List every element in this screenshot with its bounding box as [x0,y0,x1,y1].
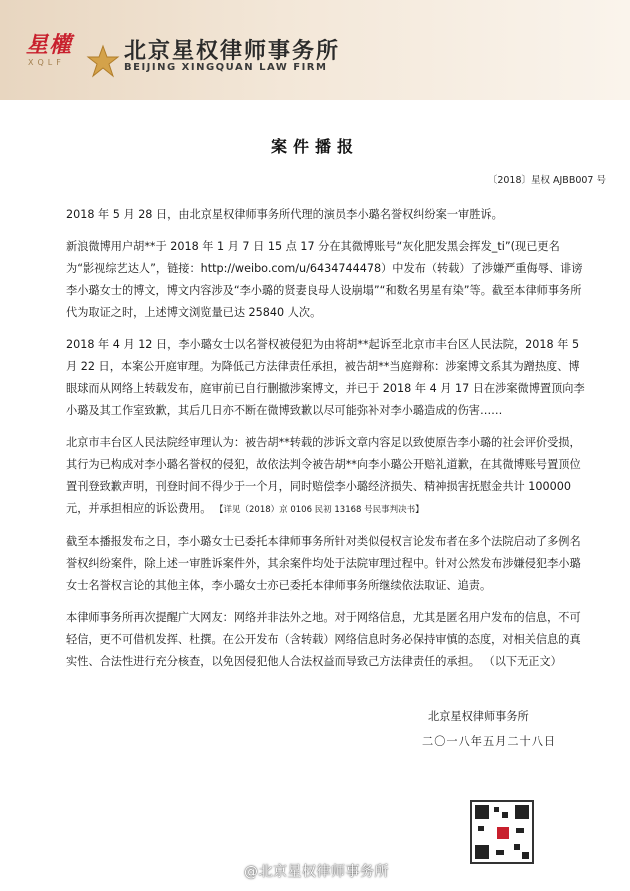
logo-subtext: XQLF [28,58,65,67]
weibo-icon [224,863,242,879]
firm-logo [22,28,122,74]
paragraph-4: 北京市丰台区人民法院经审理认为：被告胡**转载的涉诉文章内容足以致使原告李小璐的社会评价受损，其行为已构成对李小璐名誉权的侵犯，故依法判令被告胡**向李小璐公开赔礼道歉，在其微博账号置顶位置刊登致歉声明，刊登时间不得少于一个月，同时赔偿李小璐经济损失、精神损害抚慰金共计 100000 元，并承担相应的诉讼费用。 【详见（2018）京 0106 民初 13168 号民事判决书】 [66,436,581,515]
paragraph-1: 2018 年 5 月 28 日，由北京星权律师事务所代理的演员李小璐名誉权纠纷案一审胜诉。 [66,208,503,221]
qr-code [470,800,534,864]
firm-name-cn: 北京星权律师事务所 [124,39,341,64]
paragraph-2: 新浪微博用户胡**于 2018 年 1 月 7 日 15 点 17 分在其微博账号“灰化肥发黑会挥发_ti”(现已更名为“影视综艺达人”，链接：http://weibo.com/u/6434744478）中发布（转载）了涉嫌严重侮辱、诽谤李小璐女士的博文，博文内容涉及“李小璐的贤妻良母人设崩塌”“和数名男星有染”等。截至本律师事务所代为取证之时，上述博文浏览量已达 25840 人次。 [66,240,583,319]
logo-text: 星權 [26,33,73,58]
qr-logo [496,826,510,840]
star-icon [86,44,120,78]
signature-firm: 北京星权律师事务所 [428,710,529,723]
signature-date: 二〇一八年五月二十八日 [422,735,557,748]
end-note: （以下无正文） [483,655,562,668]
paragraph-3: 2018 年 4 月 12 日，李小璐女士以名誉权被侵犯为由将胡**起诉至北京市丰台区人民法院，2018 年 5 月 22 日，本案公开庭审理。为降低己方法律责任承担，被告胡**当庭辩称：涉案博文系其为蹭热度、博眼球而从网络上转载发布，庭审前已自行删撤涉案博文，并已于 2018 年 4 月 17 日在涉案微博置顶向李小璐及其工作室致歉，其后几日亦不断在微博致歉以尽可能弥补对李小璐造成的伤害…… [66,338,585,417]
document-title: 案件播报 [270,137,359,156]
paragraph-6: 本律师事务所再次提醒广大网友：网络并非法外之地。对于网络信息，尤其是匿名用户发布的信息，不可轻信，更不可借机发挥、杜撰。在公开发布（含转载）网络信息时务必保持审慎的态度，对相关信息的真实性、合法性进行充分核查，以免因侵犯他人合法权益而导致己方法律责任的承担。 （以下无正文） [66,611,581,668]
paragraph-5: 截至本播报发布之日，李小璐女士已委托本律师事务所针对类似侵权言论发布者在多个法院启动了多例名誉权纠纷案件，除上述一审胜诉案件外，其余案件均处于法院审理过程中。针对公然发布涉嫌侵犯李小璐女士名誉权言论的其他主体，李小璐女士亦已委托本律师事务所继续依法取证、追责。 [66,535,581,592]
case-number: 〔2018〕星权 AJBB007 号 [487,175,606,186]
judgment-note: 【详见（2018）京 0106 民初 13168 号民事判决书】 [215,505,424,515]
letterhead-banner [0,0,630,100]
document-body [66,204,586,683]
firm-name-en: BEIJING XINGQUAN LAW FIRM [124,62,328,73]
weibo-watermark: @北京星权律师事务所 [244,864,389,880]
